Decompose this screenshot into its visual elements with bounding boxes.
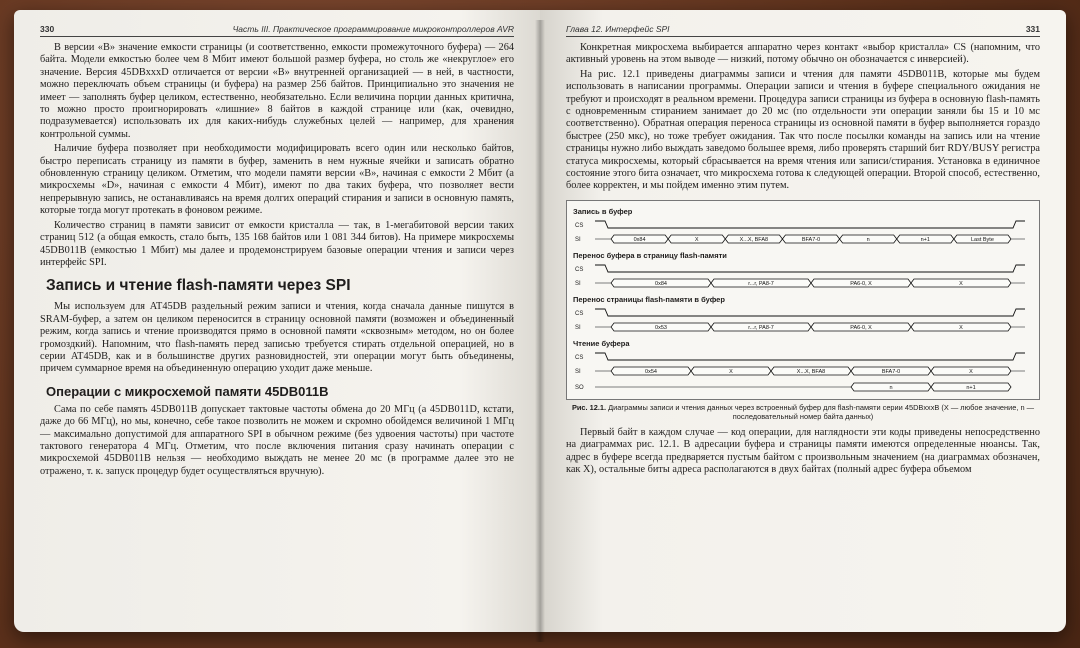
si-cell-label: BFA7-0 [881,368,901,375]
si-cell-label: 0x54 [645,368,657,375]
diagram-title: Перенос буфера в страницу flash-памяти [573,250,727,260]
page-number-right: 331 [1025,24,1040,34]
waveform [573,305,1033,337]
si-cell-label: X [694,236,699,243]
si-cell-label: X...X, BFA8 [739,236,769,243]
figure-caption [570,403,1036,421]
paragraph: Сама по себе память 45DB011B допускает тактовые частоты обмена до 20 МГц (а 45DB011D, кстати, даже до 66 МГц), но мы, конечно, себе такое позволить не можем и скромно обойдемся величиной 1 МГц — максимально допустимой для аппаратного SPI в обычном режиме (без удвоения частоты) при частоте тактового генератора 4 МГц. Отметим, что после включения питания сразу начинать операции с микросхемой 45DB011B нельзя — необходимо выждать не менее 20 мс (в программе далее это не отражено, т. к. запуск процедур будет осуществляться вручную). [40,403,514,477]
si-cell-label: 0x53 [655,324,667,331]
si-cell-label: X...X, BFA8 [796,368,826,375]
waveform [573,217,1033,249]
cs-label: CS [575,310,584,317]
timing-diagram [573,295,1033,337]
cs-waveform [595,309,1025,316]
right-page [540,10,1066,632]
si-cell-label: PA6-0, X [850,280,872,287]
running-head-right [566,24,1040,37]
si-cell-label: X [959,324,963,331]
paragraph: В версии «В» значение емкости страницы (и соответственно, емкости промежуточного буфера) — 264 байта. Модели емкостью более чем 8 Мбит имеют большой размер буфера, но столь же «некруглое» его значение. Версия 45DBxxxD отличается от версии «В» внутренней организацией — в ней, в частности, можно переключать объем страницы (и буфера) на размер 256 байтов. Принципиально это значения не имеет — заполнять буфер целиком, естественно, необязательно. Если величина порции данных критична, то можно просто проигнорировать «лишние» 8 байтов в каждой странице или (как, очевидно, подразумевается) использовать их для каких-нибудь служебных целей — например, для хранения контрольной суммы. [40,42,514,140]
si-cell-label: X [959,280,963,287]
si-cell-label: 0x84 [633,236,646,243]
paragraph: Мы используем для AT45DB раздельный режим записи и чтения, когда сначала данные пишутся в SRAM-буфер, а затем он целиком переносится в страницу основной памяти (возможен и объединенный режим, когда запись и чтение производятся прямо в основной памяти «сквозным» методом, но он более громоздкий). Напомним, что flash-память перед записью требуется стирать отдельной операцией, но в серии AT45DB, как и в большинстве других разновидностей, эти операции могут быть объединены, причем суммарное время на объединенную операцию уходит даже меньше. [40,301,514,375]
paragraph: Первый байт в каждом случае — код операции, для наглядности эти коды приведены непосредственно на диаграммах рис. 12.1. В адресации буфера и страницы памяти имеются определенные нюансы. Так, адрес в буфере всегда предваряется пустым байтом с произвольным значением (на диаграммах обозначен, как X), остальные биты адреса располагаются в двух байтах (полный адрес буфера объемом [566,426,1040,476]
timing-diagram [573,339,1033,395]
book-spread [14,10,1066,632]
si-label: SI [575,324,581,331]
cs-label: CS [575,222,584,229]
section-heading: Запись и чтение flash-памяти через SPI [46,277,351,295]
si-cell-label: n [866,236,870,243]
cs-label: CS [575,266,584,273]
page-number-left: 330 [40,24,55,34]
running-head-text-right: Глава 12. Интерфейс SPI [566,24,670,34]
left-page [14,10,540,632]
waveform [573,349,1033,395]
timing-diagram-figure [566,200,1040,400]
timing-diagram [573,251,1033,293]
so-label: SO [575,384,584,391]
si-cell-label: X [729,368,733,375]
caption-text: Диаграммы записи и чтения данных через встроенный буфер для flash-памяти серии 45DBxxxB (X — любое значение, n — последовательный номер байта данных) [608,402,1035,421]
si-label: SI [575,368,581,375]
si-label: SI [575,236,581,243]
book-gutter [535,20,545,642]
waveform [573,261,1033,293]
si-cell-label: n+1 [920,236,930,243]
so-cell-label: n [889,384,893,391]
si-cell-label: PA6-0, X [850,324,872,331]
cs-waveform [595,265,1025,272]
si-cell-label: 0x84 [655,280,667,287]
diagram-title: Чтение буфера [573,338,630,348]
si-cell-label: r...r, PA8-7 [748,280,774,287]
diagram-title: Запись в буфер [573,206,633,216]
paragraph: Количество страниц в памяти зависит от емкости кристалла — так, в 1-мегабитовой версии таких страниц 512 (а общая емкость, стало быть, 135 168 байтов или 1 081 344 битов). На примере микросхемы 45DB011B (емкостью 1 Мбит) мы далее и продемонстрируем базовые операции чтения и записи через интерфейс SPI. [40,219,514,268]
caption-label: Рис. 12.1. [571,402,607,412]
paragraph: Конкретная микросхема выбирается аппаратно через контакт «выбор кристалла» CS (напомним, что активный уровень на этом выводе — низкий, потому обычно он обозначается с инверсией). [566,42,1040,66]
si-cell-label: Last Byte [970,236,994,243]
cs-label: CS [575,354,584,361]
cs-waveform [595,353,1025,360]
si-cell-label: X [969,368,973,375]
subsection-heading: Операции с микросхемой памяти 45DB011B [46,383,329,399]
si-cell-label: r...r, PA8-7 [748,324,774,331]
running-head-left [40,24,514,37]
timing-diagram [573,207,1033,249]
paragraph: На рис. 12.1 приведены диаграммы записи и чтения для памяти 45DB011B, которые мы будем использовать в написании программы. Операции записи и чтения в буфере специального ожидания не требуют и происходят в реальном времени. Процедура записи страницы из буфера в основную flash-память с одновременным стиранием занимает до 20 мс (по отдельности эти операции заняли бы 15 и 10 мс соответственно). Обратная операция переноса страницы из основной памяти в буфер выполняется гораздо быстрее (250 мкс), но тоже требует ожидания. Так что после посылки команды на запись или на чтение страницы нужно либо выждать заведомо большее время, либо проверять старший бит RDY/BUSY регистра статуса микросхемы, который сбрасывается на время чтения или записи/стирания. Установка в единичное состояние этого бита означает, что микросхема готова к следующей операции. Второй способ, естественно, более корректен, и мы пойдем именно этим путем. [566,68,1040,192]
cs-waveform [595,221,1025,228]
si-label: SI [575,280,581,287]
paragraph: Наличие буфера позволяет при необходимости модифицировать всего один или несколько байтов, быстро переписать страницу из памяти в буфер, заменить в нем нужные ячейки и записать обратно обновленную страницу целиком. Отметим, что модели памяти версии «В», начиная с емкости 2 Мбит (а микросхемы «D», начиная с емкости 4 Мбит), имеют по два таких буфера, что позволяет вести непрерывную запись, не останавливаясь на время долгих операций стирания и записи в основную память, которые тогда могут протекать в фоновом режиме. [40,143,514,217]
running-head-text-left: Часть III. Практическое программирование микроконтроллеров AVR [232,24,514,34]
so-cell-label: n+1 [966,384,976,391]
si-cell-label: BFA7-0 [801,236,821,243]
diagram-title: Перенос страницы flash-памяти в буфер [573,294,725,304]
